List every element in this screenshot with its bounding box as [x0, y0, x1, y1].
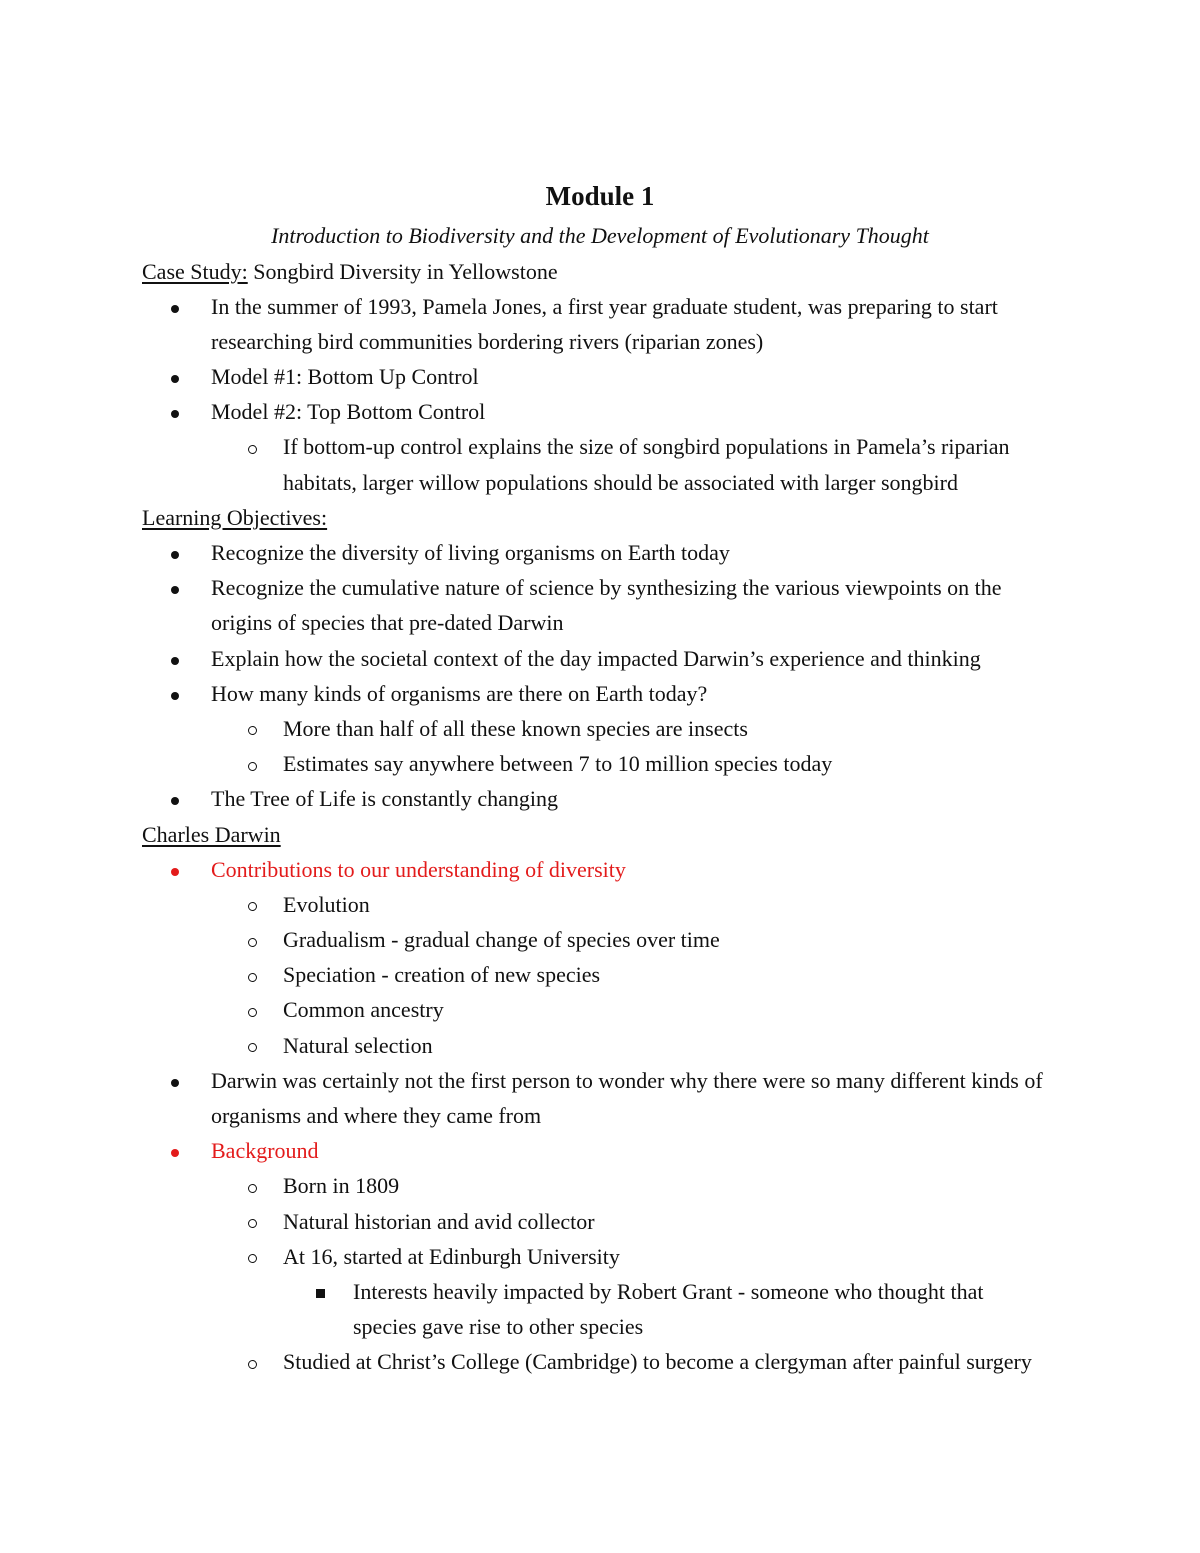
list-item-text: organisms and where they came from [211, 1103, 542, 1128]
list-item-text: At 16, started at Edinburgh University [283, 1243, 620, 1269]
list-item-text: Natural selection [283, 1032, 433, 1058]
sub-list-item-continuation [0, 465, 1200, 500]
list-item-text: More than half of all these known species are insects [283, 715, 748, 741]
bullet-circle-icon [248, 429, 257, 464]
list-item-text: Explain how the societal context of the day impacted Darwin’s experience and thinking [211, 645, 981, 671]
bullet-circle-icon [248, 711, 257, 746]
list-item-text: If bottom-up control explains the size of songbird populations in Pamela’s riparian [283, 434, 1010, 460]
charles-darwin-heading-label: Charles Darwin [142, 821, 281, 847]
bullet-disc-icon [171, 676, 179, 711]
bullet-square-icon [316, 1274, 325, 1309]
bullet-circle-icon [248, 957, 257, 992]
sub-list-item [0, 711, 1200, 746]
list-item-continuation [0, 605, 1200, 640]
sub-list-item [0, 1168, 1200, 1203]
list-item-continuation [0, 1098, 1200, 1133]
sub-list-item [0, 992, 1200, 1027]
list-item [0, 394, 1200, 429]
bullet-disc-icon [171, 781, 179, 816]
sub-list-item [0, 1204, 1200, 1239]
list-item-text: In the summer of 1993, Pamela Jones, a first year graduate student, was preparing to start [211, 293, 998, 319]
bullet-circle-icon [248, 1168, 257, 1203]
list-item-text: The Tree of Life is constantly changing [211, 786, 559, 812]
sub-list-item [0, 887, 1200, 922]
bullet-circle-icon [248, 1344, 257, 1379]
sub-sub-list-item [0, 1274, 1200, 1309]
sub-list-item [0, 957, 1200, 992]
bullet-circle-icon [248, 1239, 257, 1274]
list-item-text: Studied at Christ’s College (Cambridge) to become a clergyman after painful surgery [283, 1349, 1032, 1375]
bullet-disc-icon [171, 394, 179, 429]
page-title: Module 1 [545, 181, 655, 211]
bullet-disc-icon [171, 852, 179, 887]
list-item-text: Model #2: Top Bottom Control [211, 399, 486, 425]
list-item-text: Model #1: Bottom Up Control [211, 364, 479, 390]
list-item-text: Speciation - creation of new species [283, 962, 601, 988]
list-item-text: Contributions to our understanding of diversity [211, 856, 626, 882]
sub-list-item [0, 429, 1200, 464]
bullet-circle-icon [248, 922, 257, 957]
sub-list-item [0, 922, 1200, 957]
list-item-text: Gradualism - gradual change of species over time [283, 927, 720, 953]
bullet-circle-icon [248, 992, 257, 1027]
case-study-heading-label: Case Study: [142, 258, 248, 284]
list-item-text: researching bird communities bordering rivers (riparian zones) [211, 328, 764, 354]
sub-list-item [0, 746, 1200, 781]
sub-list-item [0, 1239, 1200, 1274]
bullet-disc-icon [171, 289, 179, 324]
notes-body [0, 254, 1200, 1380]
list-item [0, 570, 1200, 605]
bullet-circle-icon [248, 1028, 257, 1063]
bullet-disc-icon [171, 570, 179, 605]
list-item-text: Interests heavily impacted by Robert Grant - someone who thought that [353, 1278, 984, 1304]
list-item [0, 1063, 1200, 1098]
list-item-text: Recognize the cumulative nature of science by synthesizing the various viewpoints on the [211, 575, 1002, 601]
list-item-text: species gave rise to other species [353, 1314, 644, 1340]
list-item-text: Background [211, 1138, 319, 1164]
list-item-text: Natural historian and avid collector [283, 1208, 595, 1234]
sub-list-item [0, 1028, 1200, 1063]
list-item-continuation [0, 324, 1200, 359]
list-item [0, 535, 1200, 570]
list-item [0, 359, 1200, 394]
list-item-text: Common ancestry [283, 997, 444, 1023]
case-study-heading-title: Songbird Diversity in Yellowstone [247, 258, 558, 284]
list-item-text: How many kinds of organisms are there on Earth today? [211, 680, 708, 706]
list-item-highlighted [0, 852, 1200, 887]
charles-darwin-heading [0, 817, 1200, 852]
bullet-disc-icon [171, 535, 179, 570]
list-item [0, 676, 1200, 711]
sub-sub-list-item-continuation [0, 1309, 1200, 1344]
list-item-text: Darwin was certainly not the first person to wonder why there were so many different kinds of [211, 1067, 1043, 1093]
learning-objectives-heading-label: Learning Objectives: [142, 504, 328, 530]
list-item-highlighted [0, 1133, 1200, 1168]
page-subtitle: Introduction to Biodiversity and the Development of Evolutionary Thought [271, 223, 929, 248]
sub-list-item [0, 1344, 1200, 1379]
bullet-disc-icon [171, 359, 179, 394]
bullet-disc-icon [171, 641, 179, 676]
list-item-text: Estimates say anywhere between 7 to 10 million species today [283, 751, 833, 777]
list-item [0, 781, 1200, 816]
learning-objectives-heading [0, 500, 1200, 535]
bullet-disc-icon [171, 1133, 179, 1168]
list-item-text: habitats, larger willow populations should be associated with larger songbird [283, 469, 958, 495]
list-item-text: Evolution [283, 891, 370, 917]
list-item-text: Born in 1809 [283, 1173, 400, 1199]
bullet-circle-icon [248, 887, 257, 922]
bullet-circle-icon [248, 1204, 257, 1239]
list-item [0, 289, 1200, 324]
list-item [0, 641, 1200, 676]
bullet-circle-icon [248, 746, 257, 781]
list-item-text: Recognize the diversity of living organisms on Earth today [211, 540, 730, 565]
bullet-disc-icon [171, 1063, 179, 1098]
list-item-text: origins of species that pre-dated Darwin [211, 610, 564, 636]
case-study-heading [0, 254, 1200, 289]
